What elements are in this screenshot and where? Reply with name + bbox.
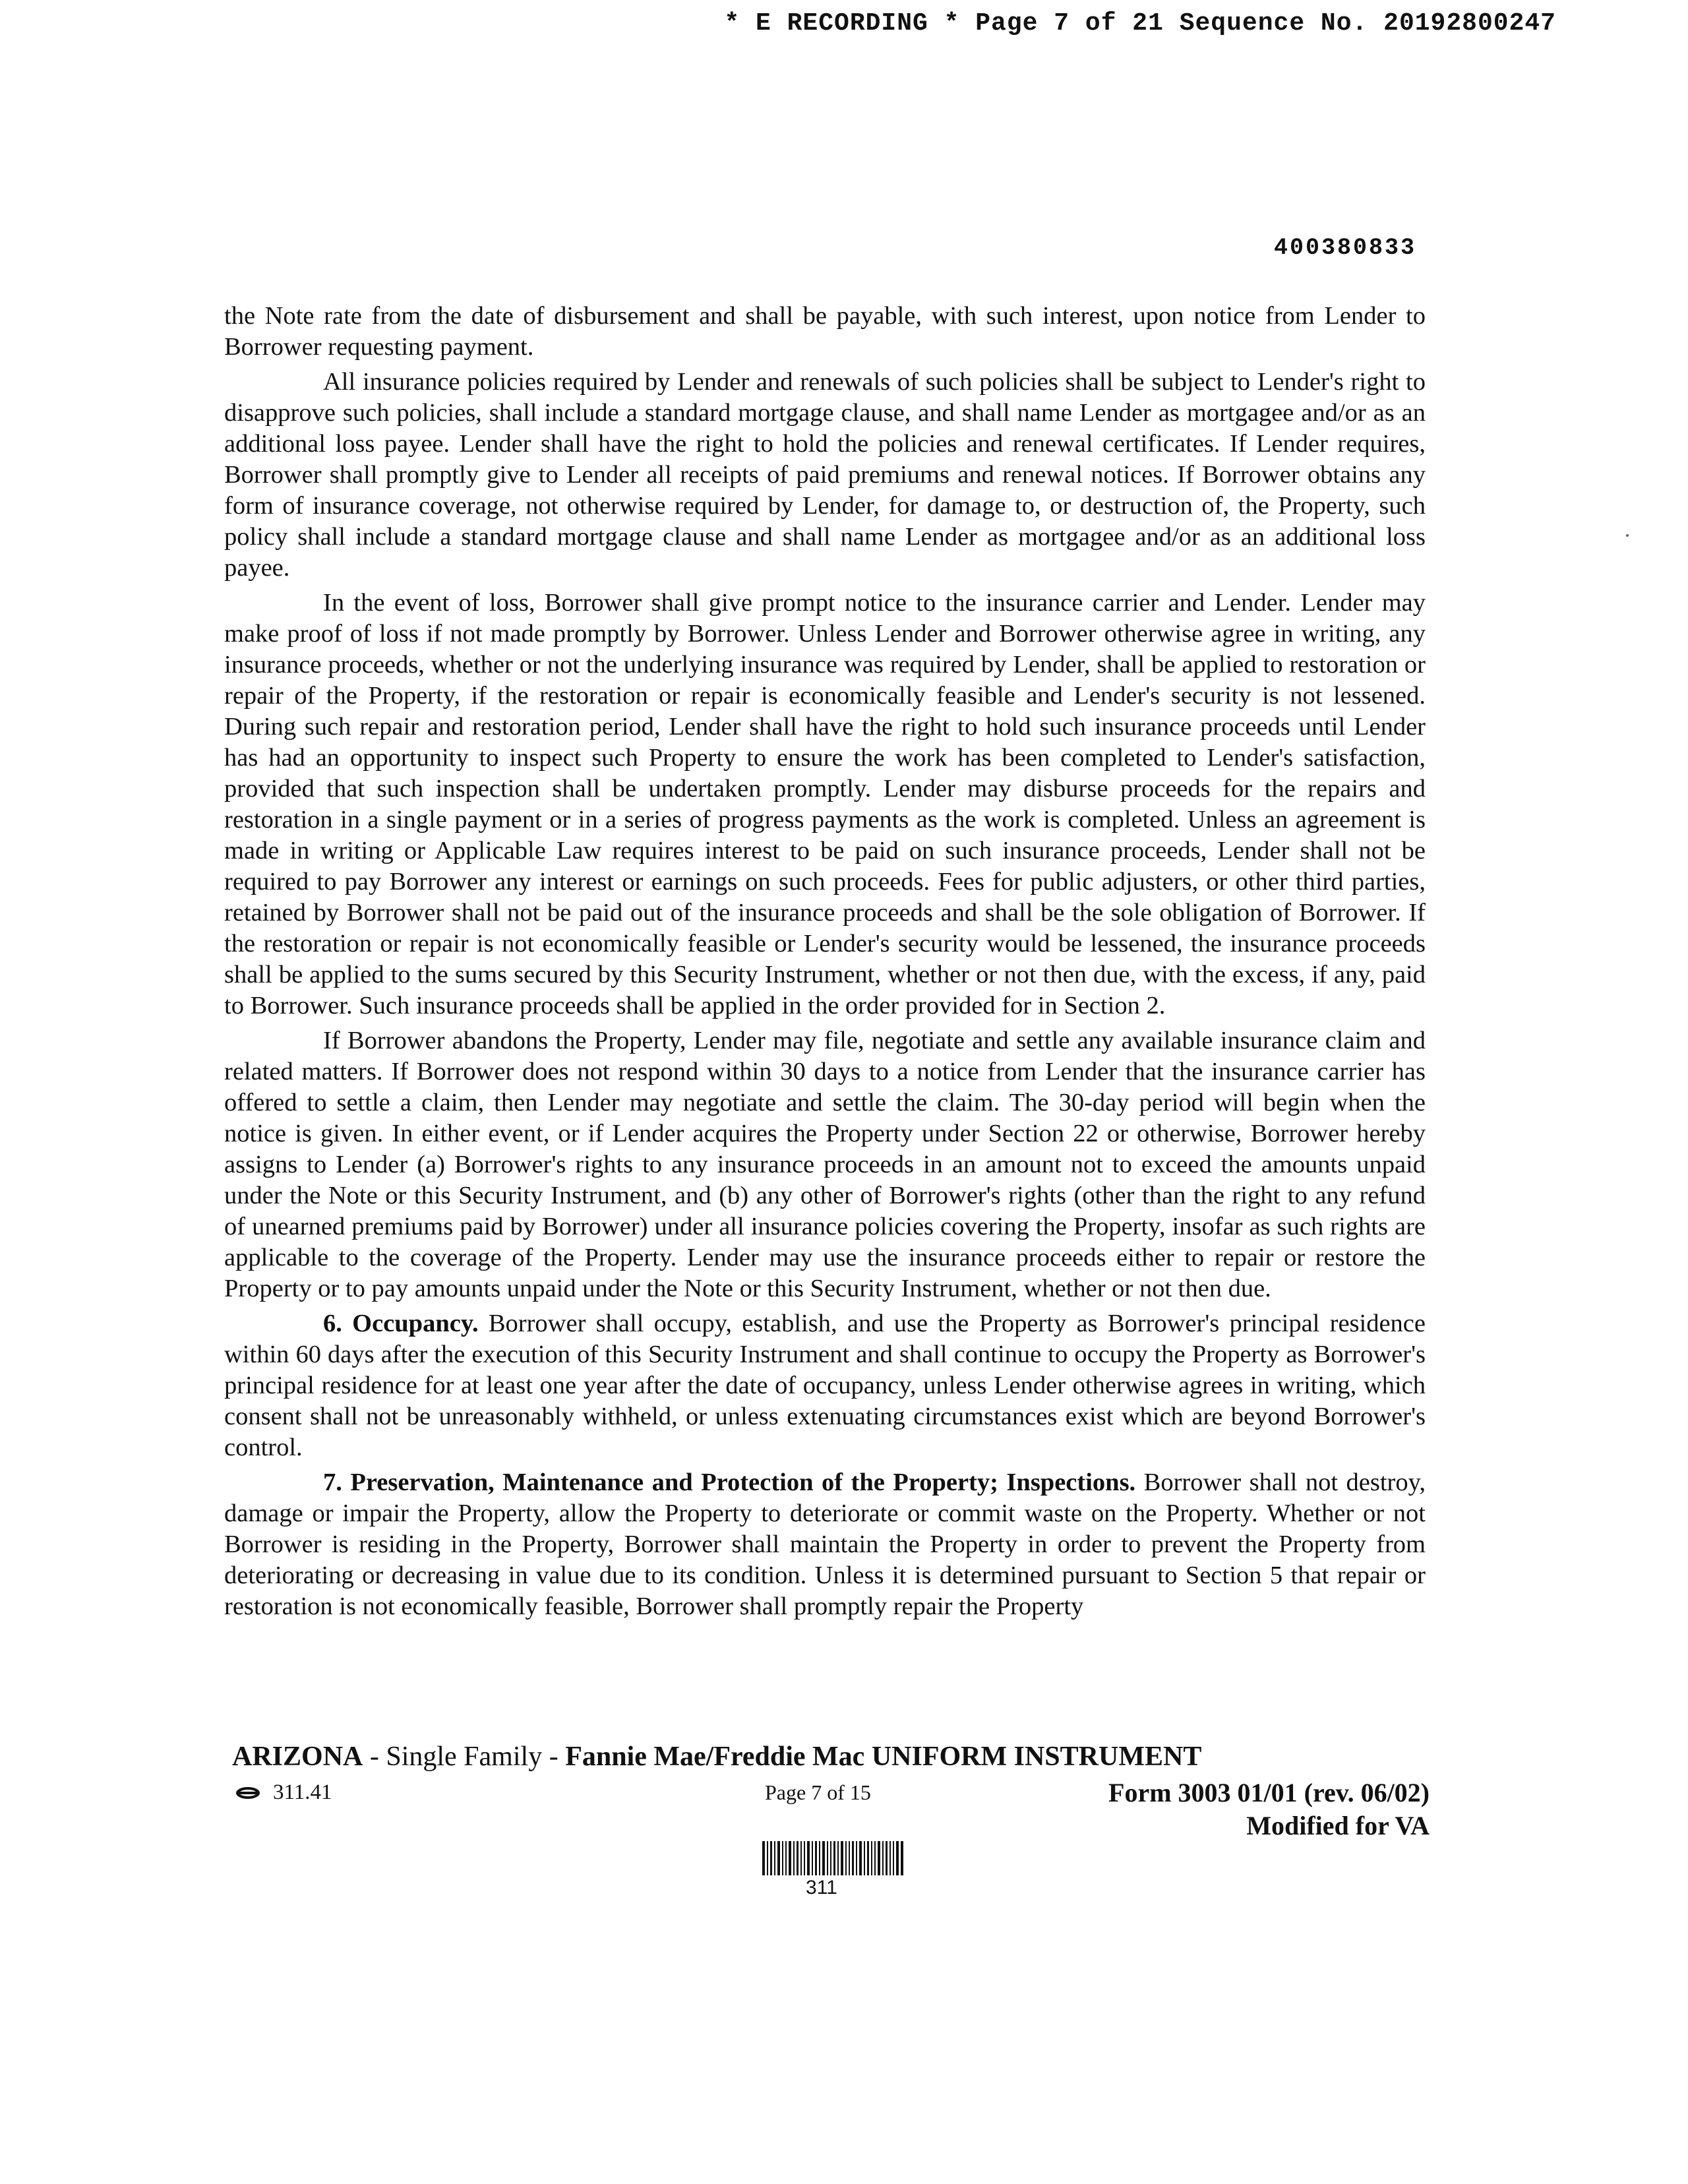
- paragraph-continuation: the Note rate from the date of disbursement and shall be payable, with such interest, upon notice from Lender to Borrower requesting payment.: [224, 302, 1426, 361]
- footer-page-number: Page 7 of 15: [765, 1780, 871, 1804]
- form-code-text: 311.41: [273, 1780, 332, 1804]
- form-number-text: Form 3003 01/01 (rev. 06/02): [1108, 1778, 1430, 1807]
- paragraph-event-of-loss: In the event of loss, Borrower shall give prompt notice to the insurance carrier and Lender. Lender may make proof of loss if not made promptly by Borrower. Unless Lender and Borrower otherwise agree in writing, any insurance proceeds, whether or not the underlying insurance was required by Lender, shall be applied to restoration or repair of the Property, if the restoration or repair is economically feasible and Lender's security is not lessened. During such repair and restoration period, Lender shall have the right to hold such insurance proceeds until Lender has had an opportunity to inspect such Property to ensure the work has been completed to Lender's satisfaction, provided that such inspection shall be undertaken promptly. Lender may disburse proceeds for the repairs and restoration in a single payment or in a series of progress payments as the work is completed. Unless an agreement is made in writing or Applicable Law requires interest to be paid on such insurance proceeds, Lender shall not be required to pay Borrower any interest or earnings on such proceeds. Fees for public adjusters, or other third parties, retained by Borrower shall not be paid out of the insurance proceeds and shall be the sole obligation of Borrower. If the restoration or repair is not economically feasible or Lender's security would be lessened, the insurance proceeds shall be applied to the sums secured by this Security Instrument, whether or not then due, with the excess, if any, paid to Borrower. Such insurance proceeds shall be applied in the order provided for in Section 2.: [224, 589, 1426, 1019]
- paragraph-insurance-policies: All insurance policies required by Lender and renewals of such policies shall be subject to Lender's right to disapprove such policies, shall include a standard mortgage clause, and shall name Lender as mortgagee and/or as an additional loss payee. Lender shall have the right to hold the policies and renewal certificates. If Lender requires, Borrower shall promptly give to Lender all receipts of paid premiums and renewal notices. If Borrower obtains any form of insurance coverage, not otherwise required by Lender, for damage to, or destruction of, the Property, such policy shall include a standard mortgage clause and shall name Lender as mortgagee and/or as an additional loss payee.: [224, 368, 1426, 582]
- vmp-logo-icon: [235, 1786, 261, 1800]
- footer-form-code: [235, 1780, 332, 1805]
- paragraph-abandonment: If Borrower abandons the Property, Lender may file, negotiate and settle any available insurance claim and related matters. If Borrower does not respond within 30 days to a notice from Lender that the insurance carrier has offered to settle a claim, then Lender may negotiate and settle the claim. The 30-day period will begin when the notice is given. In either event, or if Lender acquires the Property under Section 22 or otherwise, Borrower hereby assigns to Lender (a) Borrower's rights to any insurance proceeds in an amount not to exceed the amounts unpaid under the Note or this Security Instrument, and (b) any other of Borrower's rights (other than the right to any refund of unearned premiums paid by Borrower) under all insurance policies covering the Property, insofar as such rights are applicable to the coverage of the Property. Lender may use the insurance proceeds either to repair or restore the Property or to pay amounts unpaid under the Note or this Security Instrument, whether or not then due.: [224, 1027, 1426, 1302]
- barcode-icon: [762, 1841, 903, 1875]
- footer-separator: - Single Family -: [363, 1742, 566, 1772]
- section-6-title: 6. Occupancy.: [323, 1310, 479, 1337]
- footer-title: [232, 1741, 1201, 1773]
- barcode-number: 311: [806, 1877, 837, 1898]
- scan-speck: [1626, 534, 1629, 537]
- document-body: [224, 301, 1426, 1622]
- section-7-title: 7. Preservation, Maintenance and Protection of the Property; Inspections.: [323, 1469, 1136, 1496]
- footer-state: ARIZONA: [232, 1742, 363, 1772]
- section-6-text: Borrower shall occupy, establish, and use the Property as Borrower's principal residence within 60 days after the execution of this Security Instrument and shall continue to occupy the Property as Borrower's principal residence for at least one year after the date of occupancy, unless Lender otherwise agrees in writing, which consent shall not be unreasonably withheld, or unless extenuating circumstances exist which are beyond Borrower's control.: [224, 1310, 1426, 1461]
- loan-number: 400380833: [1273, 235, 1416, 261]
- footer-instrument: Fannie Mae/Freddie Mac UNIFORM INSTRUMENT: [565, 1742, 1202, 1772]
- recording-header: * E RECORDING * Page 7 of 21 Sequence No. 20192800247: [724, 9, 1556, 38]
- section-6-occupancy: [224, 1308, 1426, 1463]
- section-7-text: Borrower shall not destroy, damage or impair the Property, allow the Property to deteriorate or commit waste on the Property. Whether or not Borrower is residing in the Property, Borrower shall maintain the Property in order to prevent the Property from deteriorating or decreasing in value due to its condition. Unless it is determined pursuant to Section 5 that repair or restoration is not economically feasible, Borrower shall promptly repair the Property: [224, 1469, 1426, 1620]
- modified-for-text: Modified for VA: [1246, 1811, 1430, 1840]
- footer-form-number: [1108, 1776, 1430, 1842]
- section-7-preservation: [224, 1467, 1426, 1622]
